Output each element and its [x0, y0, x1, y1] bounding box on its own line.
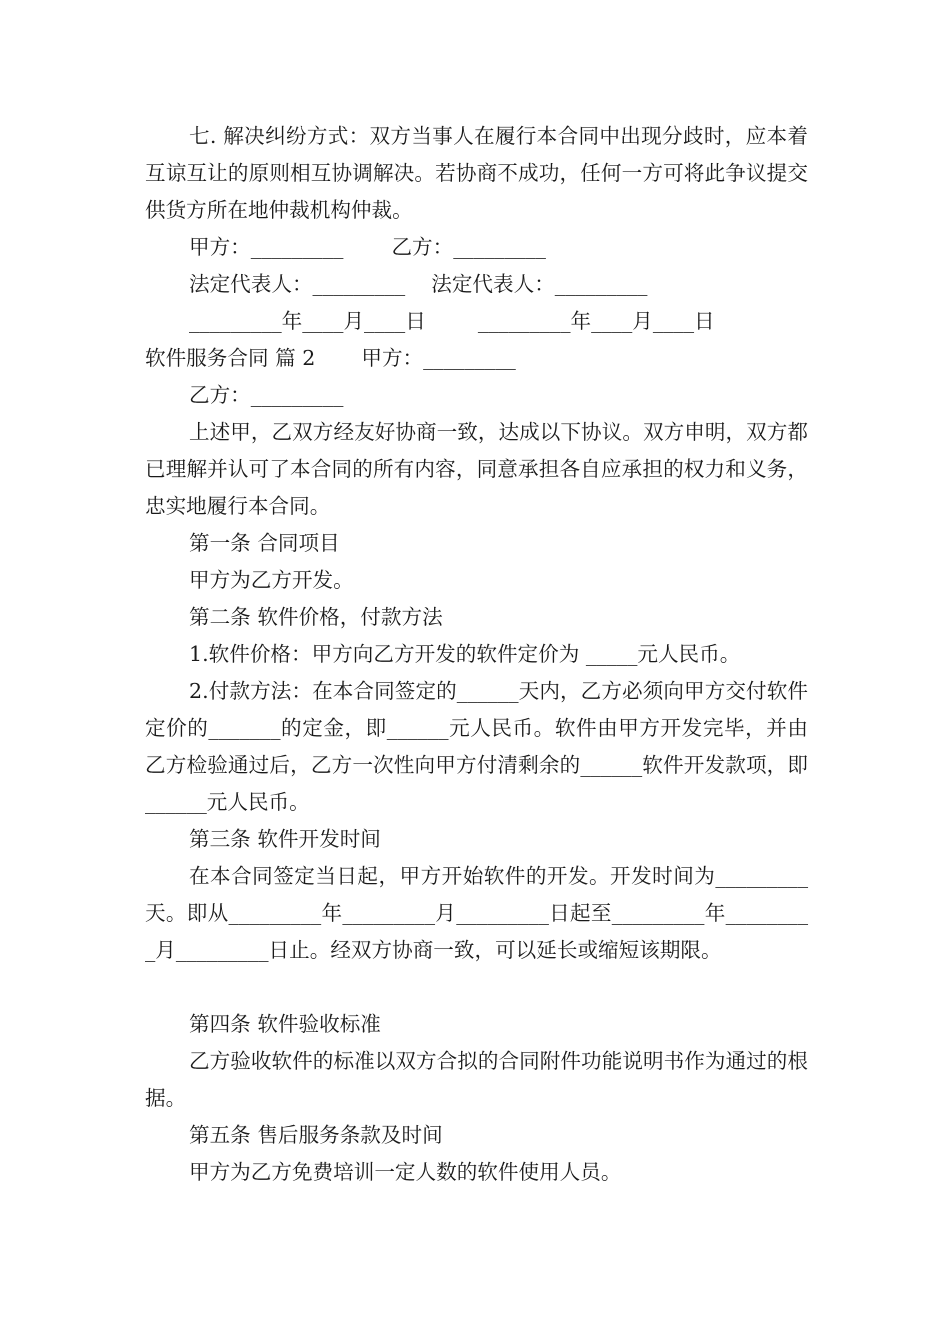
article-5-body: 甲方为乙方免费培训一定人数的软件使用人员。: [189, 1160, 622, 1184]
contract-2-party-b: 乙方：_________: [189, 383, 344, 407]
article-4-body: 乙方验收软件的标准以双方合拟的合同附件功能说明书作为通过的根据。: [145, 1049, 808, 1110]
contract-2-title: 软件服务合同 篇 2: [145, 346, 316, 370]
intro-paragraph: 上述甲，乙双方经友好协商一致，达成以下协议。双方申明，双方都已理解并认可了本合同的所有内容，同意承担各自应承担的权力和义务，忠实地履行本合同。: [145, 420, 808, 518]
article-2-item-1: 1.软件价格：甲方向乙方开发的软件定价为 _____元人民币。: [189, 642, 741, 666]
article-3-title: 第三条 软件开发时间: [189, 827, 381, 851]
party-a-signature: 甲方：_________: [189, 235, 344, 259]
party-b-signature: 乙方：_________: [391, 235, 546, 259]
article-5-title: 第五条 售后服务条款及时间: [189, 1123, 443, 1147]
party-b-representative: 法定代表人：_________: [431, 272, 648, 296]
contract-2-party-a: 甲方：_________: [361, 346, 516, 370]
party-a-representative: 法定代表人：_________: [189, 272, 406, 296]
signature-representatives-line: [189, 266, 647, 303]
party-b-date: _________年____月____日: [477, 309, 715, 333]
section-7-dispute-resolution: 七. 解决纠纷方式：双方当事人在履行本合同中出现分歧时，应本着互谅互让的原则相互协调解决。若协商不成功，任何一方可将此争议提交供货方所在地仲裁机构仲裁。: [145, 124, 808, 222]
article-1-title: 第一条 合同项目: [189, 531, 340, 555]
article-3-body: 在本合同签定当日起，甲方开始软件的开发。开发时间为_________天。即从_________年_________月_________日起至_________年_________月_________日止。经双方协商一致，可以延长或缩短该期限。: [145, 864, 808, 962]
article-1-body: 甲方为乙方开发。: [189, 568, 354, 592]
signature-dates-line: [189, 303, 715, 340]
party-a-date: _________年____月____日: [189, 309, 426, 333]
article-4-title: 第四条 软件验收标准: [189, 1012, 381, 1036]
article-2-item-2: 2.付款方法：在本合同签定的______天内，乙方必须向甲方交付软件定价的_______的定金，即______元人民币。软件由甲方开发完毕，并由乙方检验通过后，乙方一次性向甲方付清剩余的______软件开发款项，即______元人民币。: [145, 679, 808, 814]
contract-2-heading: [145, 340, 516, 377]
article-2-title: 第二条 软件价格，付款方法: [189, 605, 443, 629]
signature-parties-line: [189, 229, 546, 266]
